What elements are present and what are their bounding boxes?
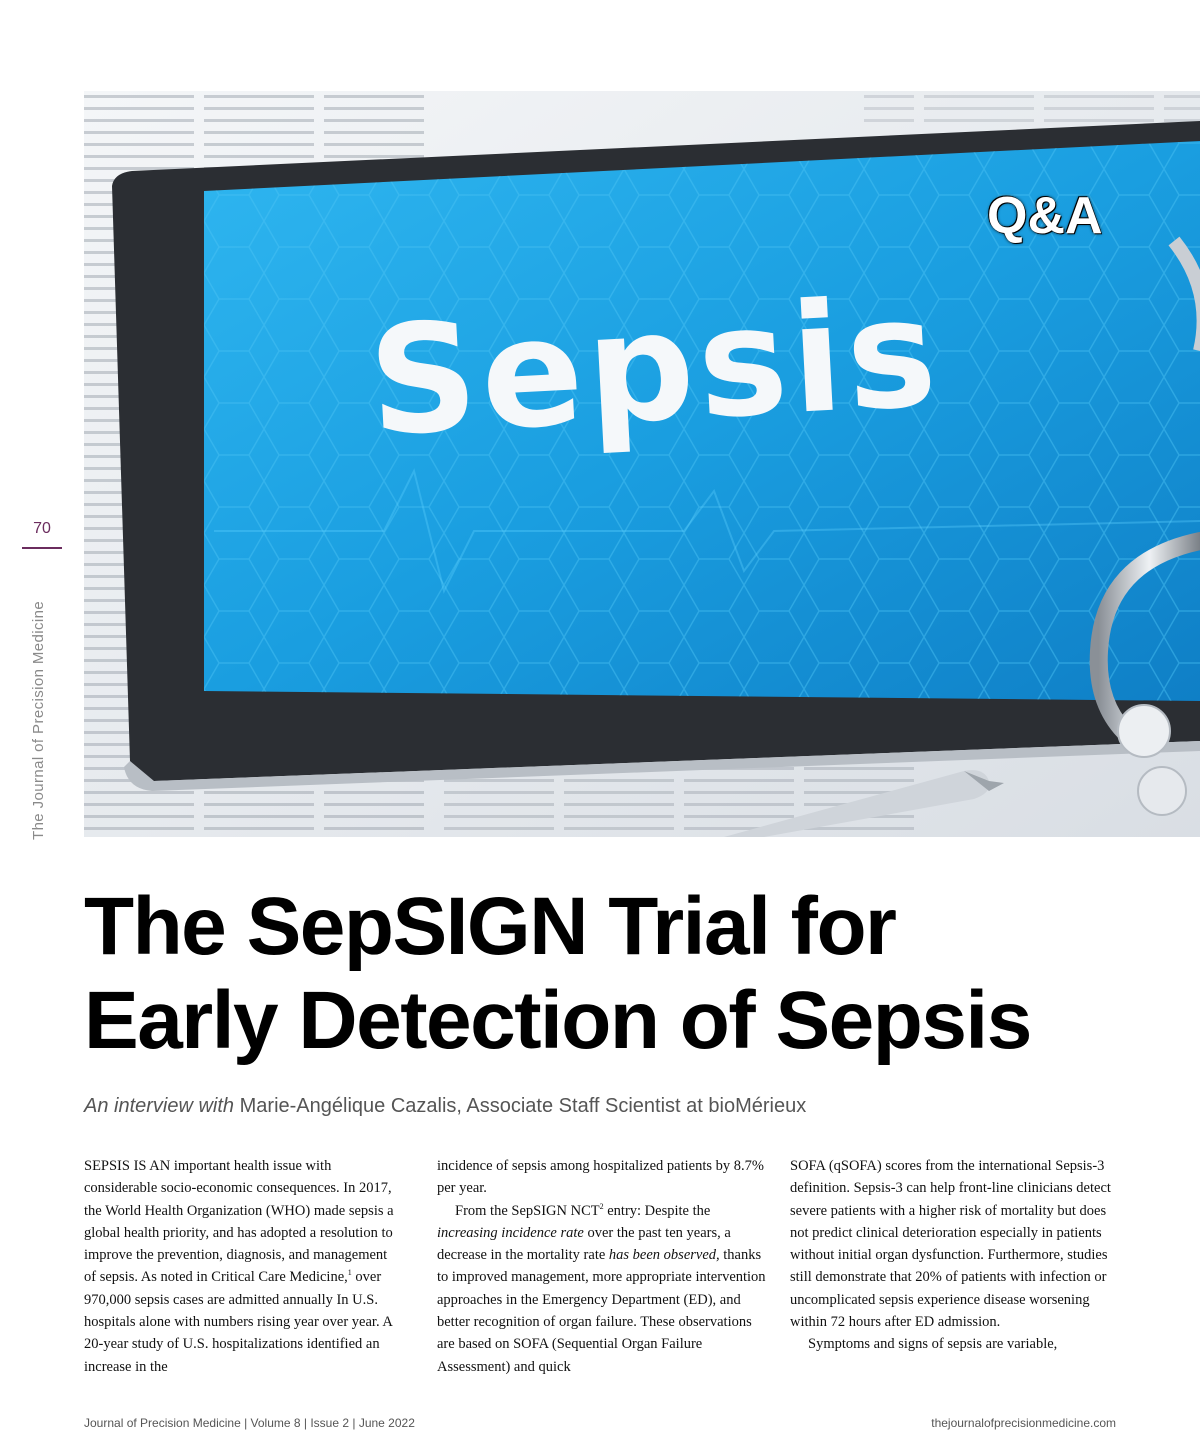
paragraph: incidence of sepsis among hospitalized patients by 8.7% per year. — [437, 1158, 764, 1197]
emphasis: has been observed, — [608, 1247, 720, 1264]
article-title — [84, 880, 1184, 1068]
byline-name: Marie-Angélique Cazalis, Associate Staff Scientist at bioMérieux — [239, 1095, 807, 1117]
body-column-2 — [437, 1155, 767, 1378]
text: From the SepSIGN NCT — [455, 1202, 600, 1219]
byline-prefix: An interview with — [84, 1095, 235, 1117]
reference: 2 — [599, 1201, 604, 1211]
text: SEPSIS IS AN important health issue with considerable socio-economic consequences. In 2017, the World Health Organization (WHO) made sepsis a global health priority, and has adopted a resolution to improve the prevention, diagnosis, and management of sepsis. As noted in Critical Care Medicine, — [84, 1158, 394, 1286]
body-column-1 — [84, 1155, 402, 1378]
title-line-2: Early Detection of Sepsis — [84, 975, 1031, 1066]
qa-badge: Q&A — [987, 187, 1103, 245]
paragraph: SOFA (qSOFA) scores from the international Sepsis-3 definition. Sepsis-3 can help front-line clinicians detect severe patients with a higher risk of mortality but does not predict clinical deterioration especially in patients without initial organ dysfunction. Furthermore, studies still demonstrate that 20% of patients with infection or uncomplicated sepsis experience disease worsening within 72 hours after ED admission. — [790, 1158, 1111, 1331]
hero-image — [84, 91, 1200, 837]
footer-issue-info: Journal of Precision Medicine | Volume 8 | Issue 2 | June 2022 — [84, 1416, 415, 1430]
paragraph: Symptoms and signs of sepsis are variable, — [808, 1336, 1058, 1353]
page-number-rule — [22, 547, 62, 549]
page-number: 70 — [33, 520, 51, 537]
reference: 1 — [347, 1268, 352, 1278]
screen-word: Sepsis — [364, 266, 945, 470]
title-line-1: The SepSIGN Trial for — [84, 881, 896, 972]
text: over 970,000 sepsis cases are admitted annually In U.S. hospitals alone with numbers rising year over year. A 20-year study of U.S. hospitalizations identified an increase in the — [84, 1269, 393, 1375]
byline — [84, 1095, 806, 1118]
paragraph — [84, 1155, 402, 1378]
text: over the past ten years, a decrease in the mortality rate — [437, 1224, 731, 1264]
emphasis: increasing incidence rate — [437, 1224, 584, 1241]
footer-website: thejournalofprecisionmedicine.com — [931, 1416, 1116, 1430]
body-column-3 — [790, 1155, 1120, 1356]
paragraph — [437, 1200, 767, 1378]
text: entry: Despite the — [603, 1202, 711, 1219]
journal-vertical-label: The Journal of Precision Medicine — [30, 600, 47, 840]
text: thanks to improved management, more appropriate intervention approaches in the Emergency Department (ED), and better recognition of organ failure. These observations are based on SOFA (Sequential Organ Failure Assessment) and quick — [437, 1247, 766, 1375]
